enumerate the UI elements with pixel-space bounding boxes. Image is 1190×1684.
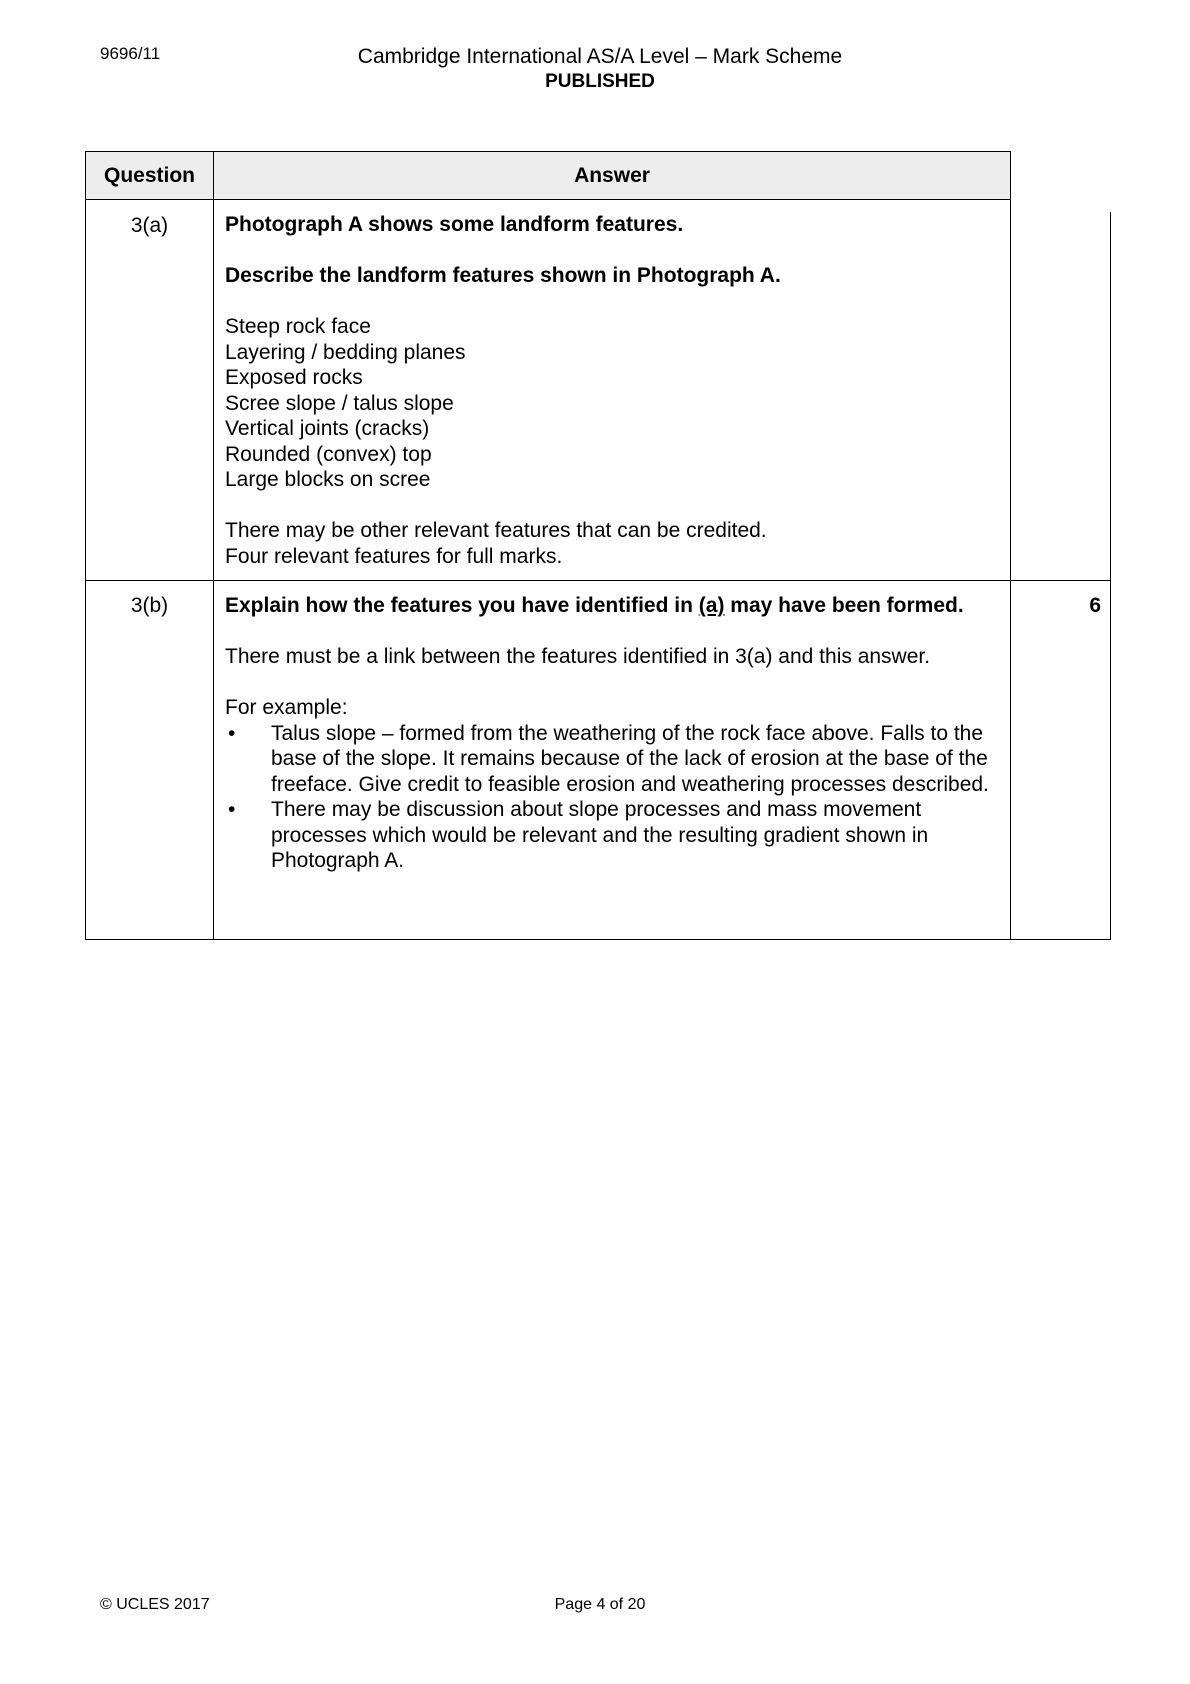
table-border-bottom: [85, 939, 1111, 940]
marks-value: 6: [1089, 594, 1101, 617]
prompt-pre: Explain how the features you have identified in: [225, 594, 699, 617]
feature-item: Steep rock face: [225, 315, 371, 338]
question-number: 3(a): [130, 214, 169, 237]
list-item: • There may be discussion about slope processes and mass movement processes which would be relevant and the resulting gradient shown in Photograph A.: [225, 797, 1005, 874]
table-header-row: [85, 151, 1011, 200]
list-item: • Talus slope – formed from the weathering of the rock face above. Falls to the base of the slope. It remains because of the lack of erosion at the base of the freeface. Give credit to feasible erosion and weathering processes described.: [225, 721, 1005, 798]
question-number: 3(b): [130, 594, 169, 617]
column-header-question: Question: [86, 152, 214, 199]
prompt-text: Photograph A shows some landform features.: [225, 213, 684, 236]
row-divider: [85, 580, 1111, 581]
marking-note: Four relevant features for full marks.: [225, 544, 563, 568]
syllabus-code: 9696/11: [100, 44, 161, 63]
marking-note: There may be other relevant features that can be credited.: [225, 519, 767, 542]
prompt-reference: (a): [698, 594, 725, 617]
column-header-answer: Answer: [574, 164, 650, 187]
prompt-post: may have been formed.: [724, 594, 964, 617]
example-list: [225, 721, 1005, 874]
answer-cell-3b: [225, 593, 1005, 874]
footer-copyright: © UCLES 2017: [100, 1596, 210, 1613]
feature-item: Vertical joints (cracks): [225, 417, 430, 440]
table-border-left: [85, 200, 86, 940]
footer-page-number: Page 4 of 20: [554, 1596, 646, 1613]
table-divider-answer: [1010, 200, 1011, 940]
feature-item: Large blocks on scree: [225, 468, 431, 491]
table-divider-question: [213, 200, 214, 940]
feature-item: Scree slope / talus slope: [225, 391, 454, 415]
prompt-instruction: [225, 593, 1005, 619]
answer-cell-3a: [225, 212, 1005, 569]
example-label: For example:: [225, 696, 348, 719]
prompt-instruction: Describe the landform features shown in Photograph A.: [225, 264, 781, 287]
header-center: [300, 44, 900, 94]
feature-item: Layering / bedding planes: [225, 340, 466, 364]
link-note: There must be a link between the features identified in 3(a) and this answer.: [225, 645, 931, 668]
document-title: Cambridge International AS/A Level – Mark Scheme: [357, 45, 843, 68]
feature-item: Exposed rocks: [225, 366, 363, 389]
document-status: PUBLISHED: [545, 71, 655, 92]
table-border-right: [1110, 212, 1111, 940]
feature-item: Rounded (convex) top: [225, 442, 432, 466]
